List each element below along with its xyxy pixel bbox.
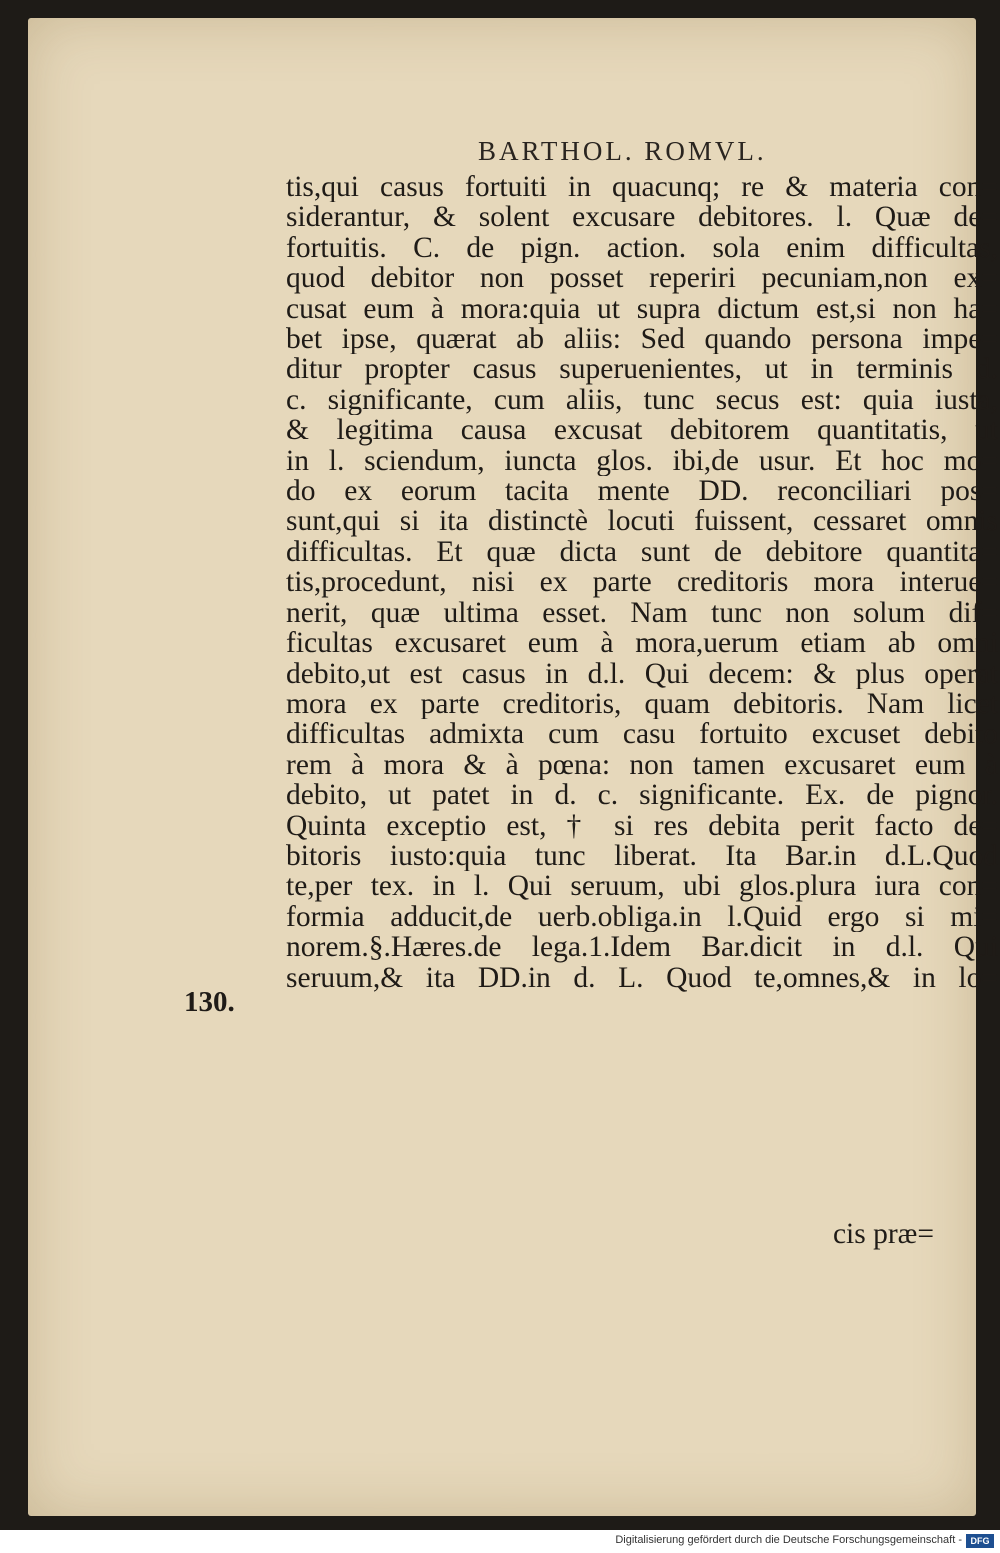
- text-line: debito, ut patet in d. c. significante. Ex. de pignor.: [286, 780, 998, 811]
- text-line: in l. sciendum, iuncta glos. ibi,de usur. Et hoc mo=: [286, 445, 998, 477]
- text-line: bitoris iusto:quia tunc liberat. Ita Bar.in d.L.Quod: [286, 840, 998, 872]
- book-page: [28, 18, 998, 1516]
- text-line: siderantur, & solent excusare debitores. l. Quæ de=: [286, 202, 998, 233]
- text-line: quod debitor non posset reperiri pecuniam,non ex=: [286, 263, 998, 294]
- text-line: & legitima causa excusat debitorem quantitatis, ut: [286, 415, 998, 446]
- text-line: seruum,& ita DD.in d. L. Quod te,omnes,& in lo=: [286, 962, 998, 993]
- catchword: cis præ=: [832, 1218, 934, 1250]
- text-line: nerit, quæ ultima esset. Nam tunc non solum dif=: [286, 597, 998, 629]
- dfg-logo: DFG: [966, 1534, 994, 1548]
- footer-credit: Digitalisierung gefördert durch die Deutsche Forschungsgemeinschaft -: [615, 1534, 962, 1546]
- text-line: sunt,qui si ita distinctè locuti fuissent, cessaret omnis: [286, 506, 998, 537]
- text-line: Quinta exceptio est, † si res debita perit facto de=: [286, 810, 998, 841]
- text-line: rem à mora & à pœna: non tamen excusaret eum à: [286, 749, 998, 781]
- body-text: [286, 172, 998, 993]
- text-line: ditur propter casus superuenientes, ut in terminis d.: [286, 354, 998, 385]
- text-line: debito,ut est casus in d.l. Qui decem: & plus operat: [286, 658, 998, 689]
- text-line: difficultas admixta cum casu fortuito excuset debito: [286, 719, 998, 750]
- footer-bar: [0, 1530, 1000, 1553]
- text-line: tis,qui casus fortuiti in quacunq; re & materia con=: [286, 172, 998, 203]
- text-line: difficultas. Et quæ dicta sunt de debitore quantita=: [286, 536, 998, 568]
- text-line: ficultas excusaret eum à mora,uerum etiam ab omni: [286, 628, 998, 659]
- text-line: norem.§.Hæres.de lega.1.Idem Bar.dicit in d.l. Qui: [286, 932, 998, 963]
- running-head: BARTHOL. ROMVL.: [478, 136, 767, 166]
- text-line: tis,procedunt, nisi ex parte creditoris mora interue=: [286, 567, 998, 598]
- text-line: te,per tex. in l. Qui seruum, ubi glos.plura iura con=: [286, 871, 998, 902]
- text-line: mora ex parte creditoris, quam debitoris. Nam licet: [286, 688, 998, 720]
- text-line: cusat eum à mora:quia ut supra dictum est,si non ha=: [286, 293, 998, 325]
- text-line: bet ipse, quærat ab aliis: Sed quando persona impe=: [286, 324, 998, 355]
- margin-note-number: 130.: [184, 986, 235, 1018]
- text-line: fortuitis. C. de pign. action. sola enim difficultas,: [286, 232, 998, 264]
- text-line: do ex eorum tacita mente DD. reconciliari pos=: [286, 476, 998, 507]
- text-line: formia adducit,de uerb.obliga.in l.Quid ergo si mi=: [286, 901, 998, 933]
- text-line: c. significante, cum aliis, tunc secus est: quia iusta,: [286, 384, 998, 416]
